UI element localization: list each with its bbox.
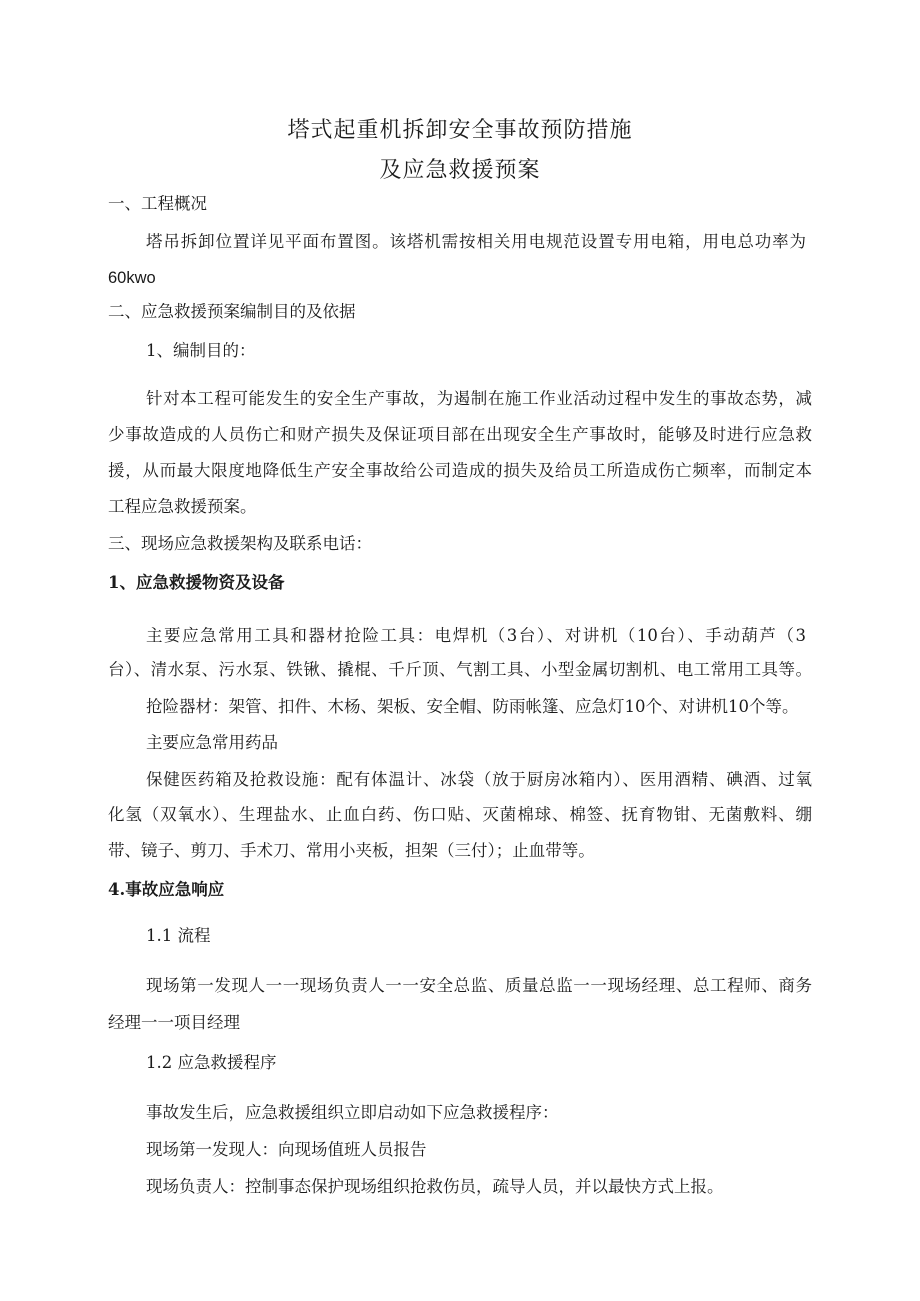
section-2-paragraph-line: 针对本工程可能发生的安全生产事故，为遏制在施工作业活动过程中发生的事故态势，减 — [146, 389, 812, 408]
section-4-paragraph: 现场负责人：控制事态保护现场组织抢救伤员，疏导人员，并以最快方式上报。 — [146, 1177, 724, 1196]
section-3-subheading: 1、应急救援物资及设备 — [108, 573, 285, 592]
section-4-paragraph: 事故发生后，应急救援组织立即启动如下应急救援程序： — [146, 1103, 559, 1122]
section-2-heading: 二、应急救援预案编制目的及依据 — [108, 302, 356, 321]
section-2-paragraph-line: 少事故造成的人员伤亡和财产损失及保证项目部在出现安全生产事故时，能够及时进行应急救 — [108, 425, 812, 444]
section-3-paragraph: 抢险器材：架管、扣件、木杨、架板、安全帽、防雨帐篷、应急灯10个、对讲机10个等。 — [146, 697, 799, 716]
section-3-heading: 三、现场应急救援架构及联系电话： — [108, 534, 372, 553]
document-title-line-1: 塔式起重机拆卸安全事故预防措施 — [287, 118, 633, 143]
section-4-subheading: 1.1 流程 — [146, 926, 211, 945]
section-3-paragraph: 主要应急常用药品 — [146, 733, 278, 752]
section-3-paragraph-line: 化氢（双氧水）、生理盐水、止血白药、伤口贴、灭菌棉球、棉签、抚育物钳、无菌敷料、绷 — [108, 805, 812, 824]
section-3-paragraph-line: 台）、清水泵、污水泵、铁锹、撬棍、千斤顶、气割工具、小型金属切割机、电工常用工具等。 — [108, 660, 812, 679]
section-1-heading: 一、工程概况 — [108, 194, 207, 213]
section-2-paragraph-line: 工程应急救援预案。 — [108, 497, 257, 516]
section-4-subheading: 1.2 应急救援程序 — [146, 1053, 277, 1072]
section-4-heading: 4.事故应急响应 — [108, 880, 225, 899]
document-title-line-2: 及应急救援预案 — [379, 158, 541, 183]
section-4-paragraph-line: 经理一一项目经理 — [108, 1013, 240, 1032]
section-1-paragraph-line: 塔吊拆卸位置详见平面布置图。该塔机需按相关用电规范设置专用电箱，用电总功率为 — [146, 232, 806, 251]
section-2-paragraph-line: 援，从而最大限度地降低生产安全事故给公司造成的损失及给员工所造成伤亡频率，而制定本 — [108, 461, 812, 480]
section-2-subheading: 1、编制目的： — [146, 341, 256, 360]
section-3-paragraph-line: 带、镜子、剪刀、手术刀、常用小夹板，担架（三付）；止血带等。 — [108, 841, 595, 860]
section-4-paragraph: 现场第一发现人：向现场值班人员报告 — [146, 1140, 427, 1159]
section-3-paragraph-line: 保健医药箱及抢救设施：配有体温计、冰袋（放于厨房冰箱内）、医用酒精、碘酒、过氧 — [146, 770, 812, 789]
section-1-paragraph-line: 60kwo — [108, 269, 156, 287]
section-3-paragraph-line: 主要应急常用工具和器材抢险工具：电焊机（3台）、对讲机（10台）、手动葫芦（3 — [146, 626, 806, 645]
section-4-paragraph-line: 现场第一发现人一一现场负责人一一安全总监、质量总监一一现场经理、总工程师、商务 — [146, 976, 812, 995]
